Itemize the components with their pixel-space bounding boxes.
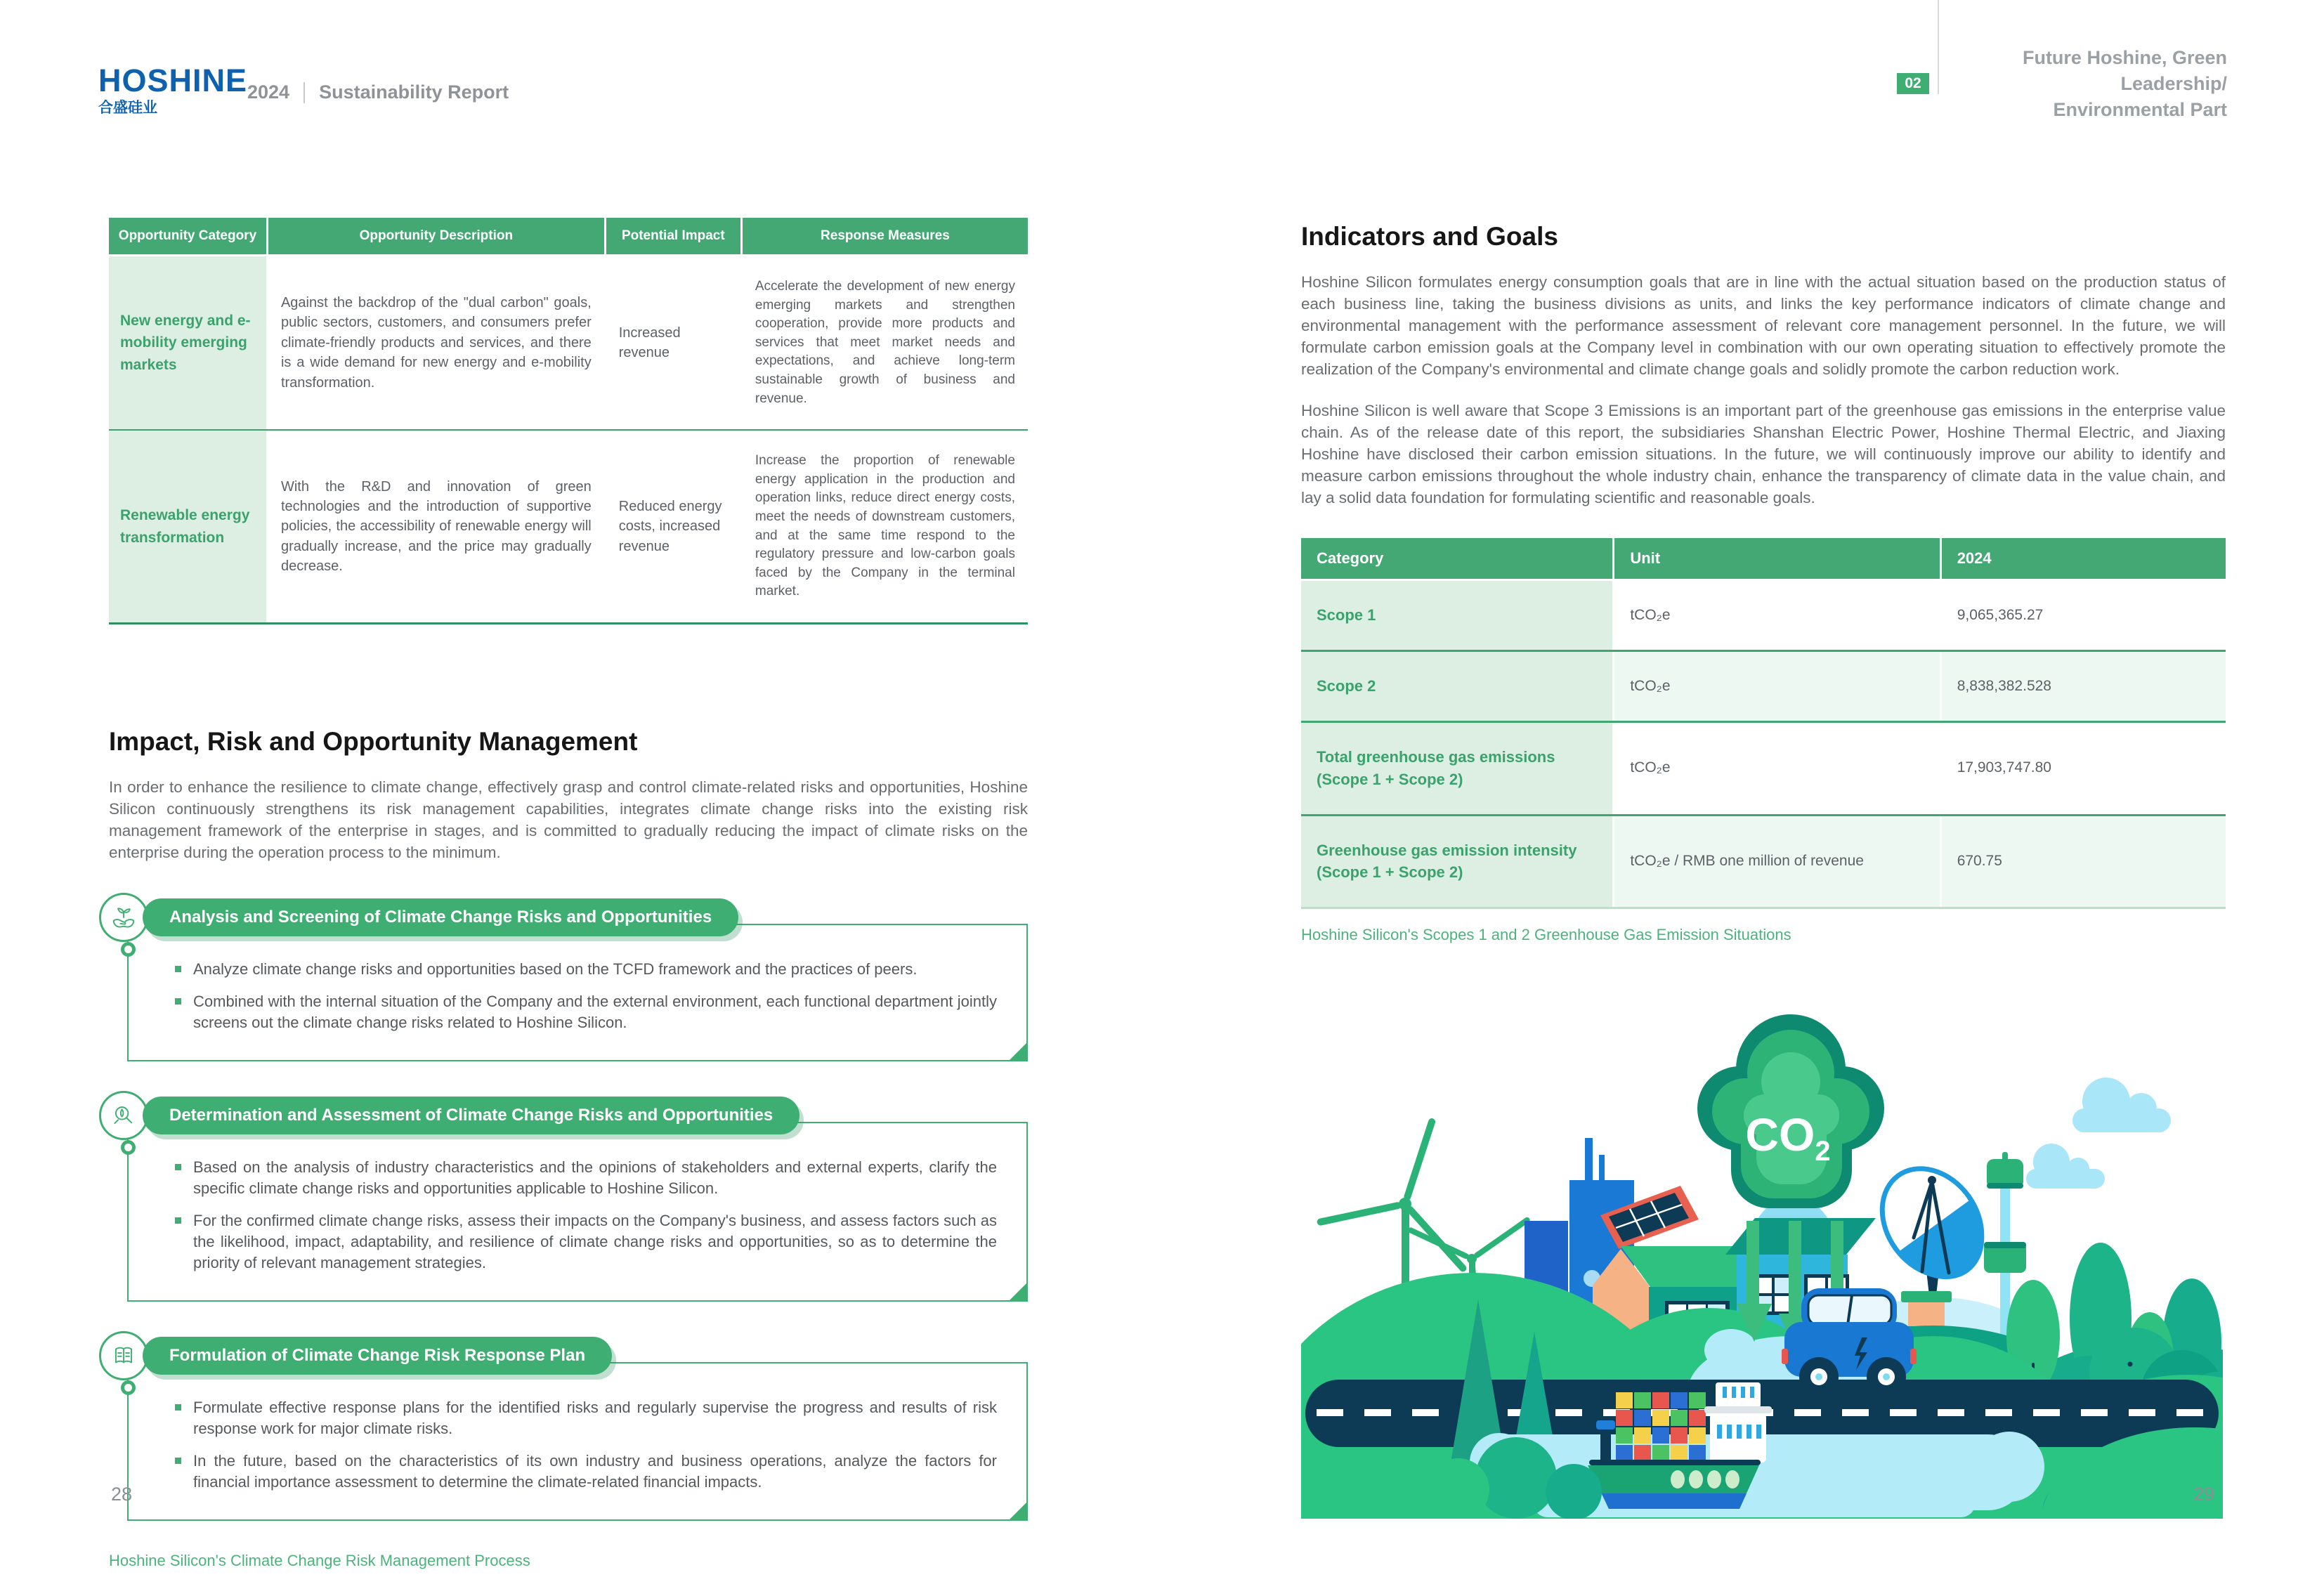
bullet-item: Combined with the internal situation of the Company and the external environment, each functional department jointly screens out the climate change risks related to Hoshine Silicon. [174,991,997,1033]
category-cell: Total greenhouse gas emissions (Scope 1 + Scope 2) [1301,723,1612,814]
process-block-head [99,1091,1028,1140]
eco-city-illustration [1301,971,2226,1522]
hands-sprout-icon [99,893,148,942]
process-block-box [127,1122,1028,1302]
bullet-item: Based on the analysis of industry characteristics and the opinions of stakeholders and external experts, clarify the specific climate change risks and opportunities applicable to Hoshine Silicon. [174,1157,997,1199]
process-block-title: Analysis and Screening of Climate Change Risks and Opportunities [143,898,738,936]
unit-cell: tCO₂e [1614,581,1939,650]
process-block-box [127,1362,1028,1521]
process-block-title: Formulation of Climate Change Risk Response Plan [143,1337,612,1375]
process-block-box [127,924,1028,1061]
left-page [109,0,1028,1570]
unit-cell: tCO₂e / RMB one million of revenue [1614,816,1939,908]
impact-cell: Increased revenue [606,256,740,429]
column-header: Opportunity Description [268,218,604,254]
emissions-table [1301,538,2226,909]
logo-wordmark: HOSHINE [98,63,248,98]
category-cell: New energy and e-mobility emerging markets [109,256,266,429]
process-block-title: Determination and Assessment of Climate Change Risks and Opportunities [143,1097,799,1134]
bullet-item: In the future, based on the characteristics of its own industry and business operations, analyze the factors for financial importance assessment to determine the climate-related financial impacts. [174,1451,997,1493]
column-header: 2024 [1942,538,2226,579]
process-block-assessment [109,1091,1028,1302]
table-rule [1301,907,2226,909]
section-title: Indicators and Goals [1301,222,1558,251]
plan-book-icon [99,1331,148,1380]
description-cell: With the R&D and innovation of green technologies and the introduction of supportive policies, the accessibility of renewable energy will gradually increase, and the price may gradually decrease. [268,431,604,622]
column-header: Unit [1614,538,1939,579]
category-cell: Scope 1 [1301,581,1612,650]
figure-caption: Hoshine Silicon's Scopes 1 and 2 Greenhouse Gas Emission Situations [1301,926,1791,944]
value-cell: 8,838,382.528 [1942,652,2226,721]
value-cell: 670.75 [1942,816,2226,908]
category-cell: Scope 2 [1301,652,1612,721]
column-header: Potential Impact [606,218,740,254]
category-cell: Renewable energy transformation [109,431,266,622]
co2-label: $CO_2$ [1745,1108,1831,1167]
process-block-analysis [109,893,1028,1061]
column-header: Category [1301,538,1612,579]
column-header: Response Measures [743,218,1028,254]
opportunity-table [109,218,1028,624]
page-number-left: 28 [111,1484,133,1505]
magnifier-leaf-icon [99,1091,148,1140]
section-paragraph: Hoshine Silicon formulates energy consumption goals that are in line with the actual situation based on the production status of each business line, taking the business divisions as units, and links the key performance indicators of climate change and environmental management with the performance assessment of relevant core management personnel. In the future, we will formulate carbon emission goals at the Company level in combination with our own operating situation to effectively promote the realization of the Company's environmental and climate change goals and solidly promote the carbon reduction work. [1301,273,2226,378]
response-cell: Accelerate the development of new energy emerging markets and strengthen cooperation, provide more products and services that meet market needs and expectations, and achieve long-term sustainable growth of business and revenue. [743,256,1028,429]
process-block-head [99,893,1028,942]
unit-cell: tCO₂e [1614,723,1939,814]
right-page [1301,0,2226,1522]
bullet-item: For the confirmed climate change risks, assess their impacts on the Company's business, and assess factors such as the likelihood, impact, adaptability, and resilience of climate change risks and opportunities, so as to determine the priority of relevant management strategies. [174,1210,997,1274]
value-cell: 9,065,365.27 [1942,581,2226,650]
bullet-item: Analyze climate change risks and opportunities based on the TCFD framework and the practices of peers. [174,959,997,980]
report-title: Sustainability Report [319,81,509,103]
chapter-title-line1: Future Hoshine, Green Leadership/ [2022,47,2227,94]
bullet-item: Formulate effective response plans for the identified risks and regularly supervise the progress and results of risk response work for major climate risks. [174,1397,997,1439]
chapter-title-line2: Environmental Part [2053,99,2227,120]
co2-cloud [1697,1014,1884,1208]
column-header: Opportunity Category [109,218,266,254]
section-paragraph: Hoshine Silicon is well aware that Scope 3 Emissions is an important part of the greenhouse gas emissions in the enterprise value chain. As of the release date of this report, the subsidiaries Shanshan Electric Power, Hoshine Thermal Electric, and Jiaxing Hoshine have disclosed their carbon emission situations. In the future, we will continuously improve our ability to identify and measure carbon emissions throughout the whole industry chain, enhance the transparency of climate data in the value chain, and lay a solid data foundation for formulating scientific and reasonable goals. [1301,402,2226,506]
figure-caption: Hoshine Silicon's Climate Change Risk Management Process [109,1551,530,1569]
description-cell: Against the backdrop of the "dual carbon" goals, public sectors, customers, and consumers prefer climate-friendly products and services, and there is a wide demand for new energy and e-mobility transformation. [268,256,604,429]
response-cell: Increase the proportion of renewable energy application in the production and operation links, reduce direct energy costs, meet the needs of downstream customers, and at the same time respond to the regulatory pressure and low-carbon goals faced by the Company in the terminal market. [743,431,1028,622]
section-title: Impact, Risk and Opportunity Management [109,726,638,756]
category-cell: Greenhouse gas emission intensity (Scope 1 + Scope 2) [1301,816,1612,908]
chapter-badge: 02 [1897,73,1929,94]
logo-chinese: 合盛硅业 [98,100,157,116]
page-number-right: 29 [2193,1484,2214,1505]
process-block-plan [109,1331,1028,1521]
value-cell: 17,903,747.80 [1942,723,2226,814]
report-year: 2024 [247,81,290,103]
process-block-head [99,1331,1028,1380]
impact-cell: Reduced energy costs, increased revenue [606,431,740,622]
unit-cell: tCO₂e [1614,652,1939,721]
section-paragraph: In order to enhance the resilience to climate change, effectively grasp and control climate-related risks and opportunities, Hoshine Silicon continuously strengthens its risk management capabilities, integrates climate change risks into the existing risk management framework of the enterprise in stages, and is committed to gradually reducing the impact of climate risks on the enterprise during the operation process to the minimum. [109,778,1028,861]
